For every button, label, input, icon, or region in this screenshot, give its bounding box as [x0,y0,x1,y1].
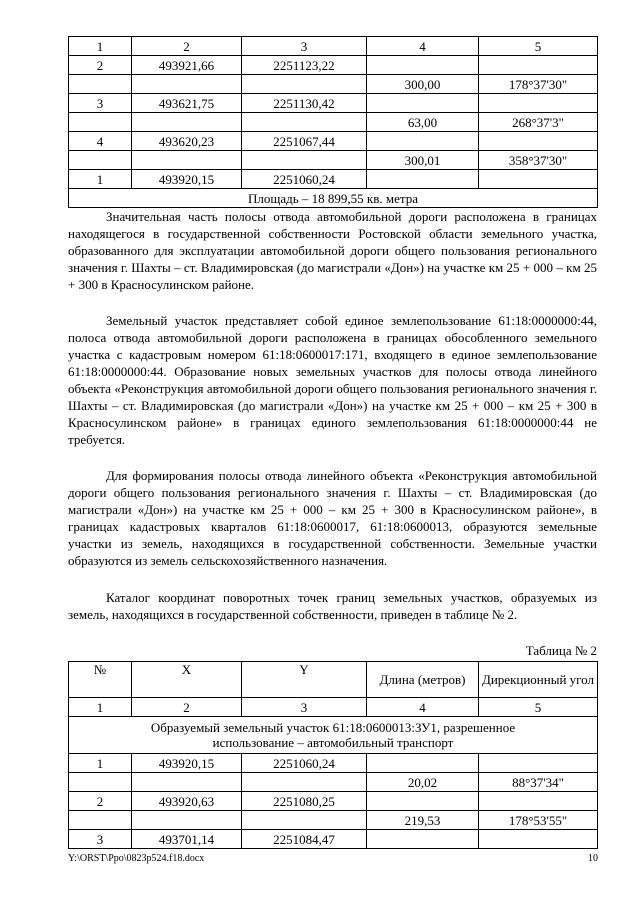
table-cell: 493921,66 [132,56,242,75]
table-cell: 493701,14 [132,830,242,849]
table-cell [242,113,367,132]
table-cell [69,151,132,170]
paragraph-2: Земельный участок представляет собой единое землепользование 61:18:0000000:44, полоса отвода автомобильной дороги расположена в границах обособленного земельного участка с кадастровым номером 61:18:0600017:171, входящего в единое землепользование 61:18:0000000:44. Образование новых земельных участков для полосы отвода линейного объекта «Реконструкция автомобильной дороги общего пользования регионального значения г. Шахты – ст. Владимировская (до магистрали «Дон») на участке км 25 + 000 – км 25 + 300 в Красносулинском районе» в границах единого землепользования 61:18:0000000:44 не требуется. [68,313,597,447]
table-row [69,56,598,75]
table-cell: 2251123,22 [242,56,367,75]
coordinates-table-1 [68,36,598,208]
table-cell: 493620,23 [132,132,242,151]
table-row [69,811,598,830]
table-cell: 1 [69,37,132,56]
table-cell [367,132,479,151]
table-cell [69,75,132,94]
table-cell: 5 [479,37,598,56]
table-cell: 300,00 [367,75,479,94]
table-cell [69,773,132,792]
table-cell [479,132,598,151]
table-row [69,75,598,94]
section-row [69,717,598,754]
table-cell [479,792,598,811]
table-cell [242,811,367,830]
table-cell: 493920,63 [132,792,242,811]
table-cell: 493621,75 [132,94,242,113]
table-cell: 88°37'34" [479,773,598,792]
table-cell: 3 [69,94,132,113]
table-cell [132,113,242,132]
table-cell: 300,01 [367,151,479,170]
area-row [69,189,598,208]
table-cell: 3 [69,830,132,849]
header-cell-y: Y [242,662,367,698]
table-cell: 2251084,47 [242,830,367,849]
table-cell [242,151,367,170]
table-cell: 63,00 [367,113,479,132]
table-cell: 493920,15 [132,754,242,773]
table-cell: 493920,15 [132,170,242,189]
table-cell [479,170,598,189]
table-cell [132,75,242,94]
header-cell-number: № [69,662,132,698]
table-cell: 20,02 [367,773,479,792]
paragraph-4: Каталог координат поворотных точек границ земельных участков, образуемых из земель, находящихся в государственной собственности, приведен в таблице № 2. [68,590,597,622]
table-cell: 268°37'3" [479,113,598,132]
table-cell [242,773,367,792]
table-cell: 3 [242,37,367,56]
table-cell [132,151,242,170]
table-cell: 4 [69,132,132,151]
table-cell: 358°37'30" [479,151,598,170]
table-cell: 1 [69,754,132,773]
table-cell: 178°37'30" [479,75,598,94]
table-row [69,170,598,189]
table-cell [242,75,367,94]
table-cell: 4 [367,37,479,56]
table-cell: 2251130,42 [242,94,367,113]
table-row [69,792,598,811]
table-cell [367,830,479,849]
table-cell: 2251060,24 [242,754,367,773]
table-cell: 2 [69,56,132,75]
table-cell: 2 [69,792,132,811]
table-cell: 1 [69,698,132,717]
table-cell [367,170,479,189]
table-cell [69,113,132,132]
page-number: 10 [588,853,598,864]
column-number-row [69,698,598,717]
table-row [69,773,598,792]
area-cell: Площадь – 18 899,55 кв. метра [69,189,598,208]
footer-file-path: Y:\ORST\Ppo\0823p524.f18.docx [68,853,205,864]
table-cell: 4 [367,698,479,717]
table-cell [132,773,242,792]
table-caption: Таблица № 2 [525,643,597,658]
table-cell: 1 [69,170,132,189]
header-cell-length: Длина (метров) [367,662,479,698]
coordinates-table-2 [68,661,598,849]
table-cell [367,94,479,113]
paragraph-3: Для формирования полосы отвода линейного объекта «Реконструкция автомобильной дороги общего пользования регионального значения г. Шахты – ст. Владимировская (до магистрали «Дон») на участке км 25 + 000 – км 25 + 300 в Красносулинском районе», в границах кадастровых кварталов 61:18:0600017, 61:18:0600013, образуются земельные участки из земель, находящихся в государственной собственности. Земельные участки образуются из земель сельскохозяйственного назначения. [68,468,597,568]
table-cell [367,754,479,773]
table-cell [479,94,598,113]
table-cell [479,830,598,849]
header-cell-x: X [132,662,242,698]
table-cell: 178°53'55" [479,811,598,830]
table-cell: 2251080,25 [242,792,367,811]
table-row [69,151,598,170]
table-row [69,94,598,113]
table-cell: 2251060,24 [242,170,367,189]
table-cell [367,792,479,811]
table-cell: 2 [132,698,242,717]
table-row [69,830,598,849]
table-cell [479,754,598,773]
table-cell [69,811,132,830]
table-cell: 3 [242,698,367,717]
table-cell [367,56,479,75]
table-cell: 219,53 [367,811,479,830]
table-header-row [69,37,598,56]
table-row [69,754,598,773]
table-cell: 2251067,44 [242,132,367,151]
paragraph-1: Значительная часть полосы отвода автомобильной дороги расположена в границах находящегося в государственной собственности Ростовской области земельного участка, образованного для эксплуатации автомобильной дороги общего пользования регионального значения г. Шахты – ст. Владимировская (до магистрали «Дон») на участке км 25 + 000 – км 25 + 300 в Красносулинском районе. [68,209,597,292]
header-cell-angle: Дирекционный угол [479,662,598,698]
table-cell [132,811,242,830]
table-row [69,113,598,132]
table-cell: 2 [132,37,242,56]
table-header-row [69,662,598,698]
section-cell: Образуемый земельный участок 61:18:0600013:ЗУ1, разрешенное использование – автомобильный транспорт [69,717,598,754]
table-cell: 5 [479,698,598,717]
table-cell [479,56,598,75]
table-row [69,132,598,151]
